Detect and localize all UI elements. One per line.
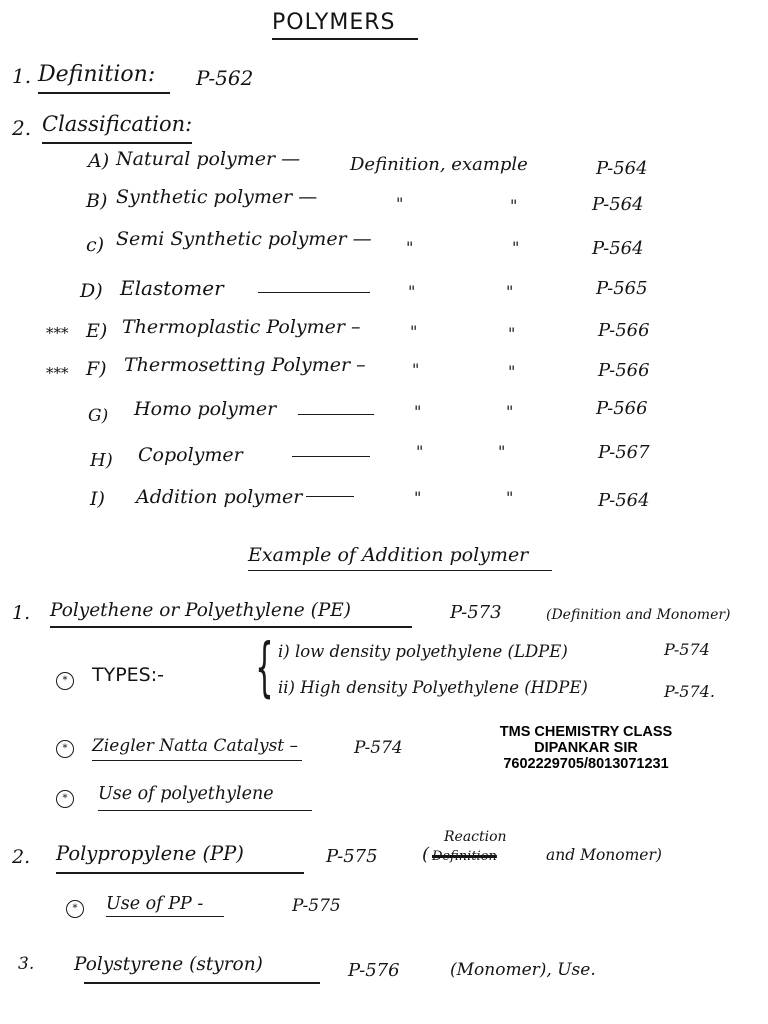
classification-label: Classification: <box>42 112 193 136</box>
class-col1-b: " <box>396 194 404 213</box>
pe-type-ldpe: i) low density polyethylene (LDPE) <box>278 642 568 661</box>
class-page-c: P-564 <box>592 238 644 259</box>
class-name-e: Thermoplastic Polymer – <box>122 316 361 338</box>
ps-underline <box>84 982 320 984</box>
class-dash-g <box>298 414 374 415</box>
class-letter-f: F) <box>86 358 107 380</box>
pp-use-page: P-575 <box>292 896 341 916</box>
ps-label: Polystyrene (styron) <box>74 954 263 975</box>
class-letter-i: I) <box>90 488 105 510</box>
class-col2-b: " <box>510 196 518 215</box>
pe-use-label: Use of polyethylene <box>98 784 274 804</box>
pe-types-label: TYPES:- <box>92 664 164 686</box>
pp-number: 2. <box>12 846 31 868</box>
class-page-a: P-564 <box>596 158 648 179</box>
class-name-g: Homo polymer <box>134 398 277 420</box>
pe-type-hdpe: ii) High density Polyethylene (HDPE) <box>278 678 588 697</box>
class-letter-a: A) <box>88 150 110 172</box>
class-col1-e: " <box>410 322 418 341</box>
class-col1-i: " <box>414 488 422 507</box>
class-dash-i <box>306 496 354 497</box>
class-letter-g: G) <box>88 406 109 426</box>
ziegler-underline <box>92 760 302 761</box>
definition-label: Definition: <box>38 62 156 87</box>
pp-label: Polypropylene (PP) <box>56 842 244 865</box>
stamp-line-3: 7602229705/8013071231 <box>503 756 669 772</box>
class-col1-a: Definition, example <box>350 154 528 175</box>
ps-number: 3. <box>18 954 35 974</box>
class-name-h: Copolymer <box>138 444 243 466</box>
class-col1-g: " <box>414 402 422 421</box>
pp-note-rest: and Monomer) <box>546 846 662 864</box>
example-heading-underline <box>248 570 552 571</box>
pe-types-brace: { <box>255 631 274 705</box>
class-col2-c: " <box>512 238 520 257</box>
pe-label: Polyethene or Polyethylene (PE) <box>50 600 352 621</box>
pe-types-bullet-icon: * <box>56 672 74 690</box>
pp-note-open: ( <box>422 844 430 865</box>
class-letter-b: B) <box>86 190 108 212</box>
class-page-h: P-567 <box>598 442 650 463</box>
pe-note: (Definition and Monomer) <box>546 607 731 623</box>
pp-underline <box>56 872 304 874</box>
class-name-b: Synthetic polymer — <box>116 186 318 208</box>
pp-use-label: Use of PP - <box>106 894 204 914</box>
pp-use-underline <box>106 916 224 917</box>
class-col1-f: " <box>412 360 420 379</box>
class-page-b: P-564 <box>592 194 644 215</box>
class-dash-d <box>258 292 370 293</box>
class-col2-h: " <box>498 442 506 461</box>
stamp-line-1: TMS CHEMISTRY CLASS <box>499 724 673 740</box>
ziegler-label: Ziegler Natta Catalyst – <box>92 736 299 756</box>
pp-page: P-575 <box>326 846 378 867</box>
classification-underline <box>42 142 192 144</box>
class-name-i: Addition polymer <box>136 486 303 508</box>
ps-note: (Monomer), Use. <box>450 960 596 980</box>
example-heading: Example of Addition polymer <box>248 544 529 566</box>
class-page-e: P-566 <box>598 320 650 341</box>
pe-type-ldpe-page: P-574 <box>664 640 710 659</box>
class-col2-e: " <box>508 324 516 343</box>
pe-type-hdpe-page: P-574. <box>664 682 715 701</box>
class-page-f: P-566 <box>598 360 650 381</box>
class-letter-c: c) <box>86 234 105 256</box>
class-col1-h: " <box>416 442 424 461</box>
class-col2-d: " <box>506 282 514 301</box>
class-name-f: Thermosetting Polymer – <box>124 354 366 376</box>
ps-page: P-576 <box>348 960 400 981</box>
pe-page: P-573 <box>450 602 502 623</box>
ziegler-bullet-icon: * <box>56 740 74 758</box>
class-page-g: P-566 <box>596 398 648 419</box>
class-col2-g: " <box>506 402 514 421</box>
pe-use-underline <box>98 810 312 811</box>
class-name-c: Semi Synthetic polymer — <box>116 228 372 250</box>
class-col1-d: " <box>408 282 416 301</box>
class-mark-f: *** <box>46 364 69 382</box>
definition-page: P-562 <box>196 66 254 90</box>
class-name-a: Natural polymer — <box>116 148 301 170</box>
class-name-d: Elastomer <box>120 276 224 300</box>
pe-use-bullet-icon: * <box>56 790 74 808</box>
stamp-line-2: DIPANKAR SIR <box>534 740 638 756</box>
class-page-d: P-565 <box>596 278 648 299</box>
title-underline <box>272 38 418 40</box>
class-letter-e: E) <box>86 320 108 342</box>
pe-underline <box>50 626 412 628</box>
classification-number: 2. <box>12 116 32 140</box>
definition-number: 1. <box>12 64 32 88</box>
class-letter-h: H) <box>90 450 113 471</box>
definition-underline <box>38 92 170 94</box>
class-col2-i: " <box>506 488 514 507</box>
ziegler-page: P-574 <box>354 738 403 758</box>
class-mark-e: *** <box>46 324 69 342</box>
pp-note-struck: Definition <box>432 849 497 864</box>
pe-number: 1. <box>12 602 31 624</box>
class-letter-d: D) <box>80 280 103 302</box>
stamp-block <box>476 724 696 772</box>
class-dash-h <box>292 456 370 457</box>
pp-note-insert: Reaction <box>444 829 507 845</box>
class-col1-c: " <box>406 238 414 257</box>
class-col2-f: " <box>508 362 516 381</box>
class-page-i: P-564 <box>598 490 650 511</box>
pp-use-bullet-icon: * <box>66 900 84 918</box>
page-title: POLYMERS <box>272 10 396 35</box>
